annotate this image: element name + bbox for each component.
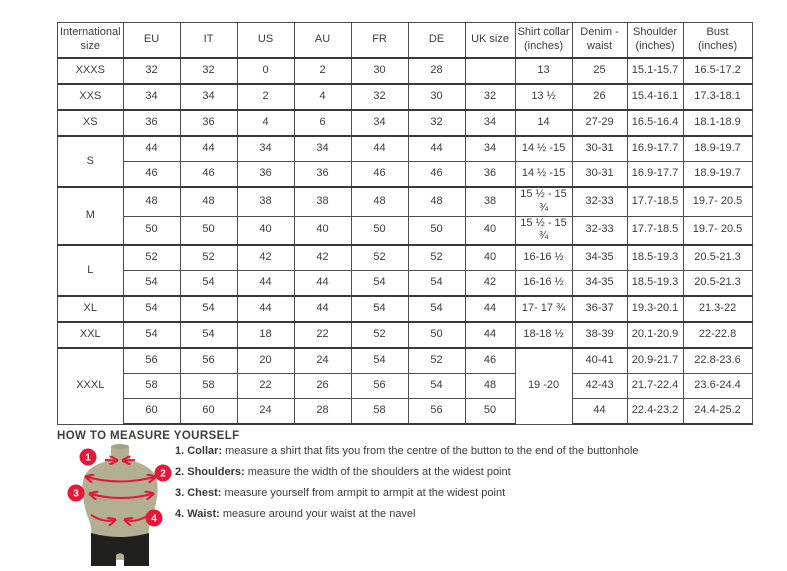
table-cell: 18.5-19.3: [627, 245, 683, 271]
table-cell: 28: [294, 399, 351, 425]
table-cell: 32-33: [572, 187, 627, 216]
table-cell: 14 ½ -15: [515, 162, 572, 188]
table-cell: 20: [237, 348, 294, 374]
table-row: [58, 58, 753, 84]
table-cell: 50: [351, 216, 408, 245]
table-cell: 21.3-22: [683, 296, 752, 322]
table-cell: 24.4-25.2: [683, 399, 752, 425]
table-cell: 36: [180, 110, 237, 136]
table-cell: 58: [351, 399, 408, 425]
table-cell: 19.7- 20.5: [683, 187, 752, 216]
table-cell: 18-18 ½: [515, 322, 572, 348]
table-cell: 18.9-19.7: [683, 162, 752, 188]
measurement-figure: [58, 443, 185, 566]
table-row: [58, 271, 753, 297]
table-cell: 42: [294, 245, 351, 271]
table-cell: 54: [180, 271, 237, 297]
size-cell: XS: [58, 110, 124, 136]
table-cell: 40: [294, 216, 351, 245]
table-cell: 48: [408, 187, 465, 216]
table-cell: 42-43: [572, 374, 627, 399]
table-cell: 15.1-15.7: [627, 58, 683, 84]
size-cell: XXL: [58, 322, 124, 348]
table-cell: 50: [123, 216, 180, 245]
table-cell: 54: [351, 271, 408, 297]
table-cell: 54: [180, 322, 237, 348]
table-cell: 36: [123, 110, 180, 136]
table-cell: 21.7-22.4: [627, 374, 683, 399]
table-cell: 34: [465, 110, 515, 136]
column-header: DE: [408, 23, 465, 59]
table-cell: 36: [294, 162, 351, 188]
table-cell: 32-33: [572, 216, 627, 245]
table-cell: 48: [351, 187, 408, 216]
table-cell: 54: [123, 271, 180, 297]
table-cell: 52: [408, 348, 465, 374]
table-cell: 2: [237, 84, 294, 110]
table-cell: 19.3-20.1: [627, 296, 683, 322]
table-cell: 34-35: [572, 245, 627, 271]
table-cell: 20.1-20.9: [627, 322, 683, 348]
measure-instructions-list: [175, 446, 639, 530]
column-header: Shirt collar (inches): [515, 23, 572, 59]
table-cell: 14: [515, 110, 572, 136]
column-header: UK size: [465, 23, 515, 59]
table-cell: 17.7-18.5: [627, 216, 683, 245]
table-cell: 58: [180, 374, 237, 399]
measure-instruction-item: [175, 467, 639, 478]
table-cell: 50: [465, 399, 515, 425]
neck-top-shadow: [111, 444, 129, 448]
table-cell: 54: [123, 296, 180, 322]
size-cell: M: [58, 187, 124, 245]
table-cell: 56: [180, 348, 237, 374]
table-cell: 56: [123, 348, 180, 374]
table-cell: 15 ½ - 15 ¾: [515, 187, 572, 216]
table-cell: 38: [237, 187, 294, 216]
table-cell: 34: [237, 136, 294, 162]
table-cell: 44: [572, 399, 627, 425]
badge-3-number: 3: [73, 488, 79, 500]
table-cell: 44: [180, 136, 237, 162]
table-cell: 44: [294, 296, 351, 322]
table-cell: 30: [408, 84, 465, 110]
table-cell: 22: [237, 374, 294, 399]
measure-instruction-item: [175, 509, 639, 520]
table-cell: 20.5-21.3: [683, 271, 752, 297]
table-cell: 58: [123, 374, 180, 399]
table-cell: 44: [294, 271, 351, 297]
table-cell: 32: [351, 84, 408, 110]
table-cell: 14 ½ -15: [515, 136, 572, 162]
instruction-label: 4. Waist:: [175, 508, 220, 520]
table-cell: 16.9-17.7: [627, 136, 683, 162]
table-cell: 34: [180, 84, 237, 110]
table-cell: 54: [351, 296, 408, 322]
table-row: [58, 399, 753, 425]
instruction-text: measure a shirt that fits you from the centre of the button to the end of the buttonhole: [222, 445, 639, 457]
size-cell: XXXS: [58, 58, 124, 84]
table-cell: 15 ½ - 15 ¾: [515, 216, 572, 245]
badge-1-number: 1: [85, 452, 91, 464]
table-cell: 44: [237, 271, 294, 297]
table-cell: 44: [408, 136, 465, 162]
table-row: [58, 245, 753, 271]
table-cell: 50: [408, 322, 465, 348]
table-cell: 18.5-19.3: [627, 271, 683, 297]
table-cell: 54: [351, 348, 408, 374]
table-cell: 16-16 ½: [515, 245, 572, 271]
table-cell: 22: [294, 322, 351, 348]
header-row: [58, 23, 753, 59]
column-header: Shoulder (inches): [627, 23, 683, 59]
collar-measure-arrow: [105, 460, 116, 461]
table-cell: 2: [294, 58, 351, 84]
table-cell: 44: [351, 136, 408, 162]
table-cell: 36-37: [572, 296, 627, 322]
table-cell: 18.1-18.9: [683, 110, 752, 136]
table-cell: 24: [237, 399, 294, 425]
column-header: IT: [180, 23, 237, 59]
table-cell: 46: [351, 162, 408, 188]
table-cell: 38-39: [572, 322, 627, 348]
table-row: [58, 110, 753, 136]
instruction-label: 3. Chest:: [175, 487, 222, 499]
size-cell: XXXL: [58, 348, 124, 424]
column-header: EU: [123, 23, 180, 59]
table-cell: 46: [180, 162, 237, 188]
table-cell: 52: [351, 322, 408, 348]
table-cell: 0: [237, 58, 294, 84]
column-header: International size: [58, 23, 124, 59]
table-cell: 60: [123, 399, 180, 425]
table-cell: 27-29: [572, 110, 627, 136]
size-cell: L: [58, 245, 124, 296]
table-cell: 44: [237, 296, 294, 322]
table-row: [58, 348, 753, 374]
instruction-label: 1. Collar:: [175, 445, 223, 457]
column-header: AU: [294, 23, 351, 59]
table-cell: 17.3-18.1: [683, 84, 752, 110]
collar-measure-arrow: [124, 460, 135, 461]
table-row: [58, 136, 753, 162]
table-cell: 17.7-18.5: [627, 187, 683, 216]
table-cell: 23.6-24.4: [683, 374, 752, 399]
table-cell: 40: [465, 245, 515, 271]
table-cell: 46: [465, 348, 515, 374]
table-cell: 18.9-19.7: [683, 136, 752, 162]
table-cell: 54: [408, 296, 465, 322]
column-header: FR: [351, 23, 408, 59]
table-cell: 32: [465, 84, 515, 110]
column-header: Bust (inches): [683, 23, 752, 59]
badge-2-number: 2: [160, 468, 166, 480]
table-cell: 36: [237, 162, 294, 188]
table-cell: 28: [408, 58, 465, 84]
table-cell: 40: [237, 216, 294, 245]
table-cell: 38: [294, 187, 351, 216]
mannequin-torso-illustration: [58, 443, 185, 566]
table-cell: 34-35: [572, 271, 627, 297]
size-cell: XXS: [58, 84, 124, 110]
table-cell: 46: [123, 162, 180, 188]
table-cell: 34: [123, 84, 180, 110]
table-cell: 42: [237, 245, 294, 271]
table-cell: 56: [351, 374, 408, 399]
table-cell: 54: [408, 374, 465, 399]
table-cell: 16.5-17.2: [683, 58, 752, 84]
table-cell: 6: [294, 110, 351, 136]
table-row: [58, 84, 753, 110]
shorts-shape: [91, 533, 149, 566]
guide-title: HOW TO MEASURE YOURSELF: [57, 430, 240, 442]
table-cell: 44: [465, 322, 515, 348]
table-cell: 22.8-23.6: [683, 348, 752, 374]
table-cell: 20.5-21.3: [683, 245, 752, 271]
table-cell: 42: [465, 271, 515, 297]
table-cell: 52: [180, 245, 237, 271]
table-cell: 52: [408, 245, 465, 271]
table-cell: 16.9-17.7: [627, 162, 683, 188]
table-cell: 36: [465, 162, 515, 188]
table-row: [58, 187, 753, 216]
measure-instruction-item: [175, 446, 639, 457]
column-header: Denim - waist: [572, 23, 627, 59]
table-cell: 13: [515, 58, 572, 84]
table-cell: [465, 58, 515, 84]
table-cell: 34: [351, 110, 408, 136]
badge-4-number: 4: [151, 513, 157, 525]
table-cell: 50: [180, 216, 237, 245]
table-cell: 30: [351, 58, 408, 84]
table-cell: 48: [123, 187, 180, 216]
table-cell: 16.5-16.4: [627, 110, 683, 136]
table-row: [58, 216, 753, 245]
table-cell: 4: [237, 110, 294, 136]
table-cell: 54: [408, 271, 465, 297]
instruction-label: 2. Shoulders:: [175, 466, 245, 478]
size-chart-table: [57, 22, 753, 425]
table-cell: 30-31: [572, 162, 627, 188]
table-cell: 4: [294, 84, 351, 110]
table-cell: 32: [408, 110, 465, 136]
table-cell: 32: [123, 58, 180, 84]
table-cell: 17- 17 ¾: [515, 296, 572, 322]
table-cell: 22.4-23.2: [627, 399, 683, 425]
table-cell: 44: [465, 296, 515, 322]
table-cell: 24: [294, 348, 351, 374]
table-row: [58, 374, 753, 399]
table-cell: 30-31: [572, 136, 627, 162]
table-cell: 15.4-16.1: [627, 84, 683, 110]
table-cell: 25: [572, 58, 627, 84]
table-cell: 26: [572, 84, 627, 110]
table-cell: 46: [408, 162, 465, 188]
table-cell: 52: [123, 245, 180, 271]
table-cell: 48: [180, 187, 237, 216]
table-cell: 16-16 ½: [515, 271, 572, 297]
table-cell: 40-41: [572, 348, 627, 374]
size-cell: XL: [58, 296, 124, 322]
table-cell: 50: [408, 216, 465, 245]
table-cell: 22-22.8: [683, 322, 752, 348]
size-cell: S: [58, 136, 124, 187]
table-row: [58, 322, 753, 348]
table-cell: 52: [351, 245, 408, 271]
table-row: [58, 296, 753, 322]
table-cell: 13 ½: [515, 84, 572, 110]
table-cell: 34: [294, 136, 351, 162]
table-cell: 26: [294, 374, 351, 399]
table-cell: 44: [123, 136, 180, 162]
instruction-text: measure around your waist at the navel: [219, 508, 416, 520]
table-cell: 40: [465, 216, 515, 245]
table-cell: 19.7- 20.5: [683, 216, 752, 245]
table-row: [58, 162, 753, 188]
merged-collar-cell: 19 -20: [515, 348, 572, 424]
table-cell: 54: [123, 322, 180, 348]
instruction-text: measure yourself from armpit to armpit at the widest point: [221, 487, 506, 499]
table-cell: 48: [465, 374, 515, 399]
table-cell: 60: [180, 399, 237, 425]
table-cell: 34: [465, 136, 515, 162]
table-cell: 20.9-21.7: [627, 348, 683, 374]
table-cell: 32: [180, 58, 237, 84]
table-cell: 56: [408, 399, 465, 425]
column-header: US: [237, 23, 294, 59]
measure-instruction-item: [175, 488, 639, 499]
instruction-text: measure the width of the shoulders at the widest point: [244, 466, 511, 478]
table-cell: 38: [465, 187, 515, 216]
table-cell: 18: [237, 322, 294, 348]
table-cell: 54: [180, 296, 237, 322]
